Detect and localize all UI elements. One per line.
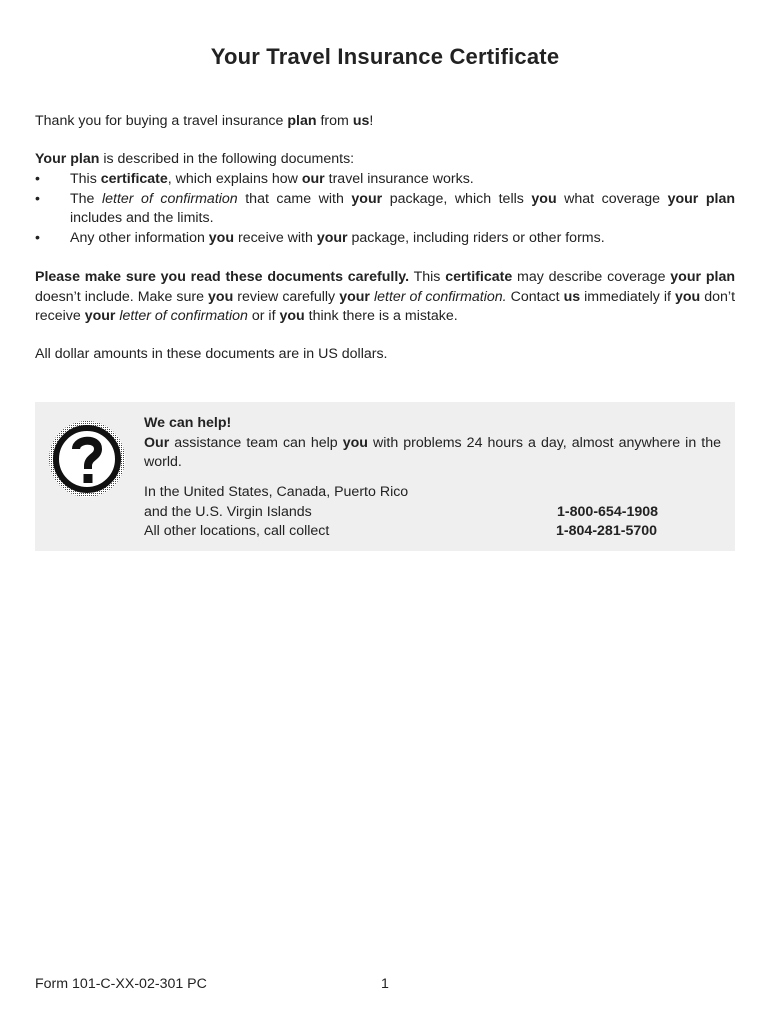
contact-number: 1-804-281-5700 bbox=[556, 523, 657, 539]
page-number: 1 bbox=[381, 976, 389, 992]
contact-number: 1-800-654-1908 bbox=[557, 503, 658, 520]
currency-note: All dollar amounts in these documents are in US dollars. bbox=[35, 346, 388, 362]
help-heading: We can help! bbox=[144, 415, 232, 431]
contact-label: In the United States, Canada, Puerto Rico bbox=[144, 484, 409, 500]
contact-row bbox=[144, 522, 664, 542]
question-mark-icon bbox=[47, 419, 127, 499]
list-item: • The letter of confirmation that came with your package, which tells you what coverage your plan includes and the limits. bbox=[35, 190, 736, 226]
documents-list bbox=[35, 170, 735, 248]
bullet-icon: • bbox=[35, 171, 40, 187]
help-text bbox=[144, 414, 721, 473]
bullet-icon: • bbox=[35, 229, 40, 246]
help-description: Our assistance team can help you with problems 24 hours a day, almost anywhere in the world. bbox=[144, 434, 721, 470]
intro-paragraph: Thank you for buying a travel insurance plan from us! bbox=[35, 113, 374, 129]
form-number: Form 101-C-XX-02-301 PC bbox=[35, 976, 207, 992]
bullet-icon: • bbox=[35, 190, 40, 207]
help-box bbox=[35, 402, 735, 551]
contact-row bbox=[144, 503, 664, 523]
list-item: • Any other information you receive with your package, including riders or other forms. bbox=[35, 229, 735, 249]
contact-row bbox=[144, 483, 664, 503]
contact-label: and the U.S. Virgin Islands bbox=[144, 503, 312, 520]
page-title: Your Travel Insurance Certificate bbox=[210, 44, 560, 69]
notice-paragraph: Please make sure you read these documents carefully. This certificate may describe coverage your plan doesn’t include. Make sure you review carefully your letter of confirmation. Contact us immediately if you don’t receive your letter of confirmation or if you think there is a mistake. bbox=[35, 269, 736, 324]
contact-label: All other locations, call collect bbox=[144, 523, 330, 539]
list-item: • This certificate, which explains how our travel insurance works. bbox=[35, 170, 735, 190]
contact-list bbox=[144, 483, 664, 542]
plan-intro: Your plan is described in the following documents: bbox=[35, 151, 355, 167]
